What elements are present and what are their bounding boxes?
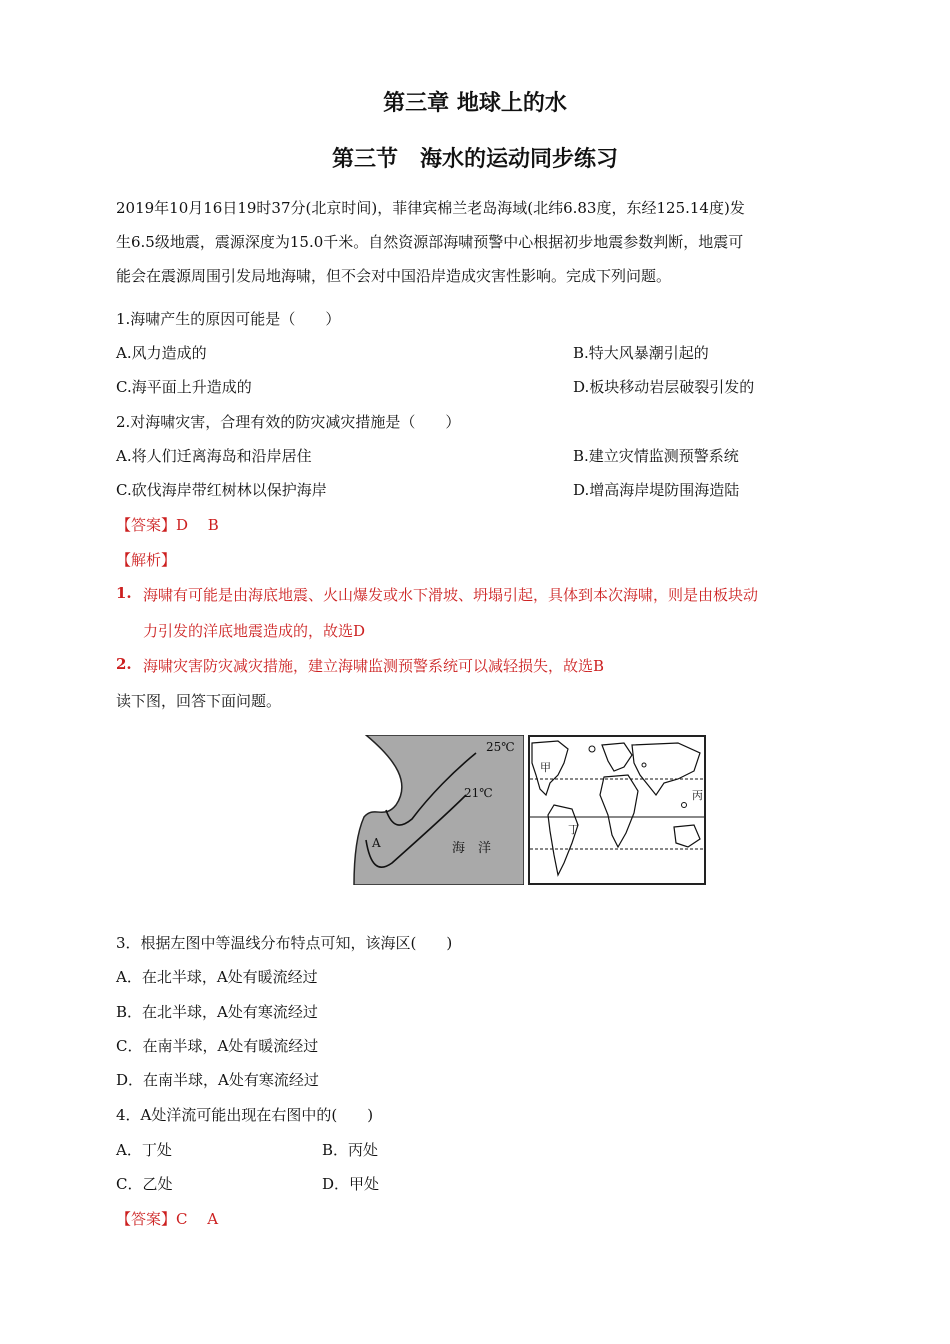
figure	[326, 735, 706, 885]
answer-2	[116, 1208, 218, 1229]
point-a-label: A	[372, 836, 381, 850]
section-title: 第三节 海水的运动同步练习	[331, 147, 618, 172]
label-jia: 甲	[540, 761, 551, 774]
q4-option-c: C．乙处	[116, 1175, 173, 1193]
q2-option-d: D.增高海岸堤防围海造陆	[573, 481, 740, 499]
q1-option-d: D.板块移动岩层破裂引发的	[573, 378, 755, 396]
chapter-title: 第三章 地球上的水	[383, 91, 567, 116]
q4-option-b: B．丙处	[322, 1141, 379, 1159]
analysis-text: 力引发的洋底地震造成的，故选D	[143, 622, 366, 640]
answer-tag: 【答案】	[116, 516, 177, 534]
analysis-text: 海啸有可能是由海底地震、火山爆发或水下滑坡、坍塌引起，具体到本次海啸，则是由板块动	[143, 586, 759, 604]
analysis-number: 1.	[116, 584, 132, 602]
q4-option-d: D．甲处	[322, 1175, 380, 1193]
q1-option-b: B.特大风暴潮引起的	[573, 344, 709, 362]
world-map	[528, 735, 706, 885]
intro-paragraph	[116, 191, 840, 293]
q2-option-b: B.建立灾情监测预警系统	[573, 447, 739, 465]
q1-stem: 1.海啸产生的原因可能是（ ）	[116, 310, 341, 328]
answer-value: D B	[176, 516, 219, 534]
analysis-text: 海啸灾害防灾减灾措施，建立海啸监测预警系统可以减轻损失，故选B	[143, 657, 605, 675]
isotherm-map	[326, 735, 524, 885]
q3-option-d: D．在南半球，A处有寒流经过	[116, 1071, 319, 1089]
ocean-label: 海 洋	[452, 841, 492, 856]
q3-stem: 3．根据左图中等温线分布特点可知，该海区( )	[116, 934, 453, 952]
isotherm-21-label: 21℃	[464, 786, 493, 800]
intro-line: 2019年10月16日19时37分(北京时间)，菲律宾棉兰老岛海域(北纬6.83度，东经125.14度)发	[116, 199, 745, 217]
q1-option-c: C.海平面上升造成的	[116, 378, 252, 396]
q2-option-a: A.将人们迁离海岛和沿岸居住	[116, 447, 312, 465]
q4-option-a: A．丁处	[116, 1141, 172, 1159]
read-prompt: 读下图，回答下面问题。	[116, 692, 282, 710]
q3-option-c: C．在南半球，A处有暖流经过	[116, 1037, 319, 1055]
q2-option-c: C.砍伐海岸带红树林以保护海岸	[116, 481, 327, 499]
answer-1	[116, 514, 219, 535]
intro-line: 生6.5级地震，震源深度为15.0千米。自然资源部海啸预警中心根据初步地震参数判断，地震可	[116, 233, 744, 251]
answer-tag: 【答案】	[116, 1210, 177, 1228]
q3-option-a: A．在北半球，A处有暖流经过	[116, 968, 318, 986]
analysis-number: 2.	[116, 655, 132, 673]
answer-value: C A	[176, 1210, 219, 1228]
intro-line: 能会在震源周围引发局地海啸，但不会对中国沿岸造成灾害性影响。完成下列问题。	[116, 267, 672, 285]
label-bing: 丙	[692, 789, 703, 802]
q2-stem: 2.对海啸灾害，合理有效的防灾减灾措施是（ ）	[116, 413, 461, 431]
q3-option-b: B．在北半球，A处有寒流经过	[116, 1003, 318, 1021]
label-ding: 丁	[568, 823, 579, 836]
q4-stem: 4．A处洋流可能出现在右图中的( )	[116, 1106, 374, 1124]
q1-option-a: A.风力造成的	[116, 344, 207, 362]
analysis-tag: 【解析】	[116, 551, 177, 569]
isotherm-25-label: 25℃	[486, 740, 515, 754]
